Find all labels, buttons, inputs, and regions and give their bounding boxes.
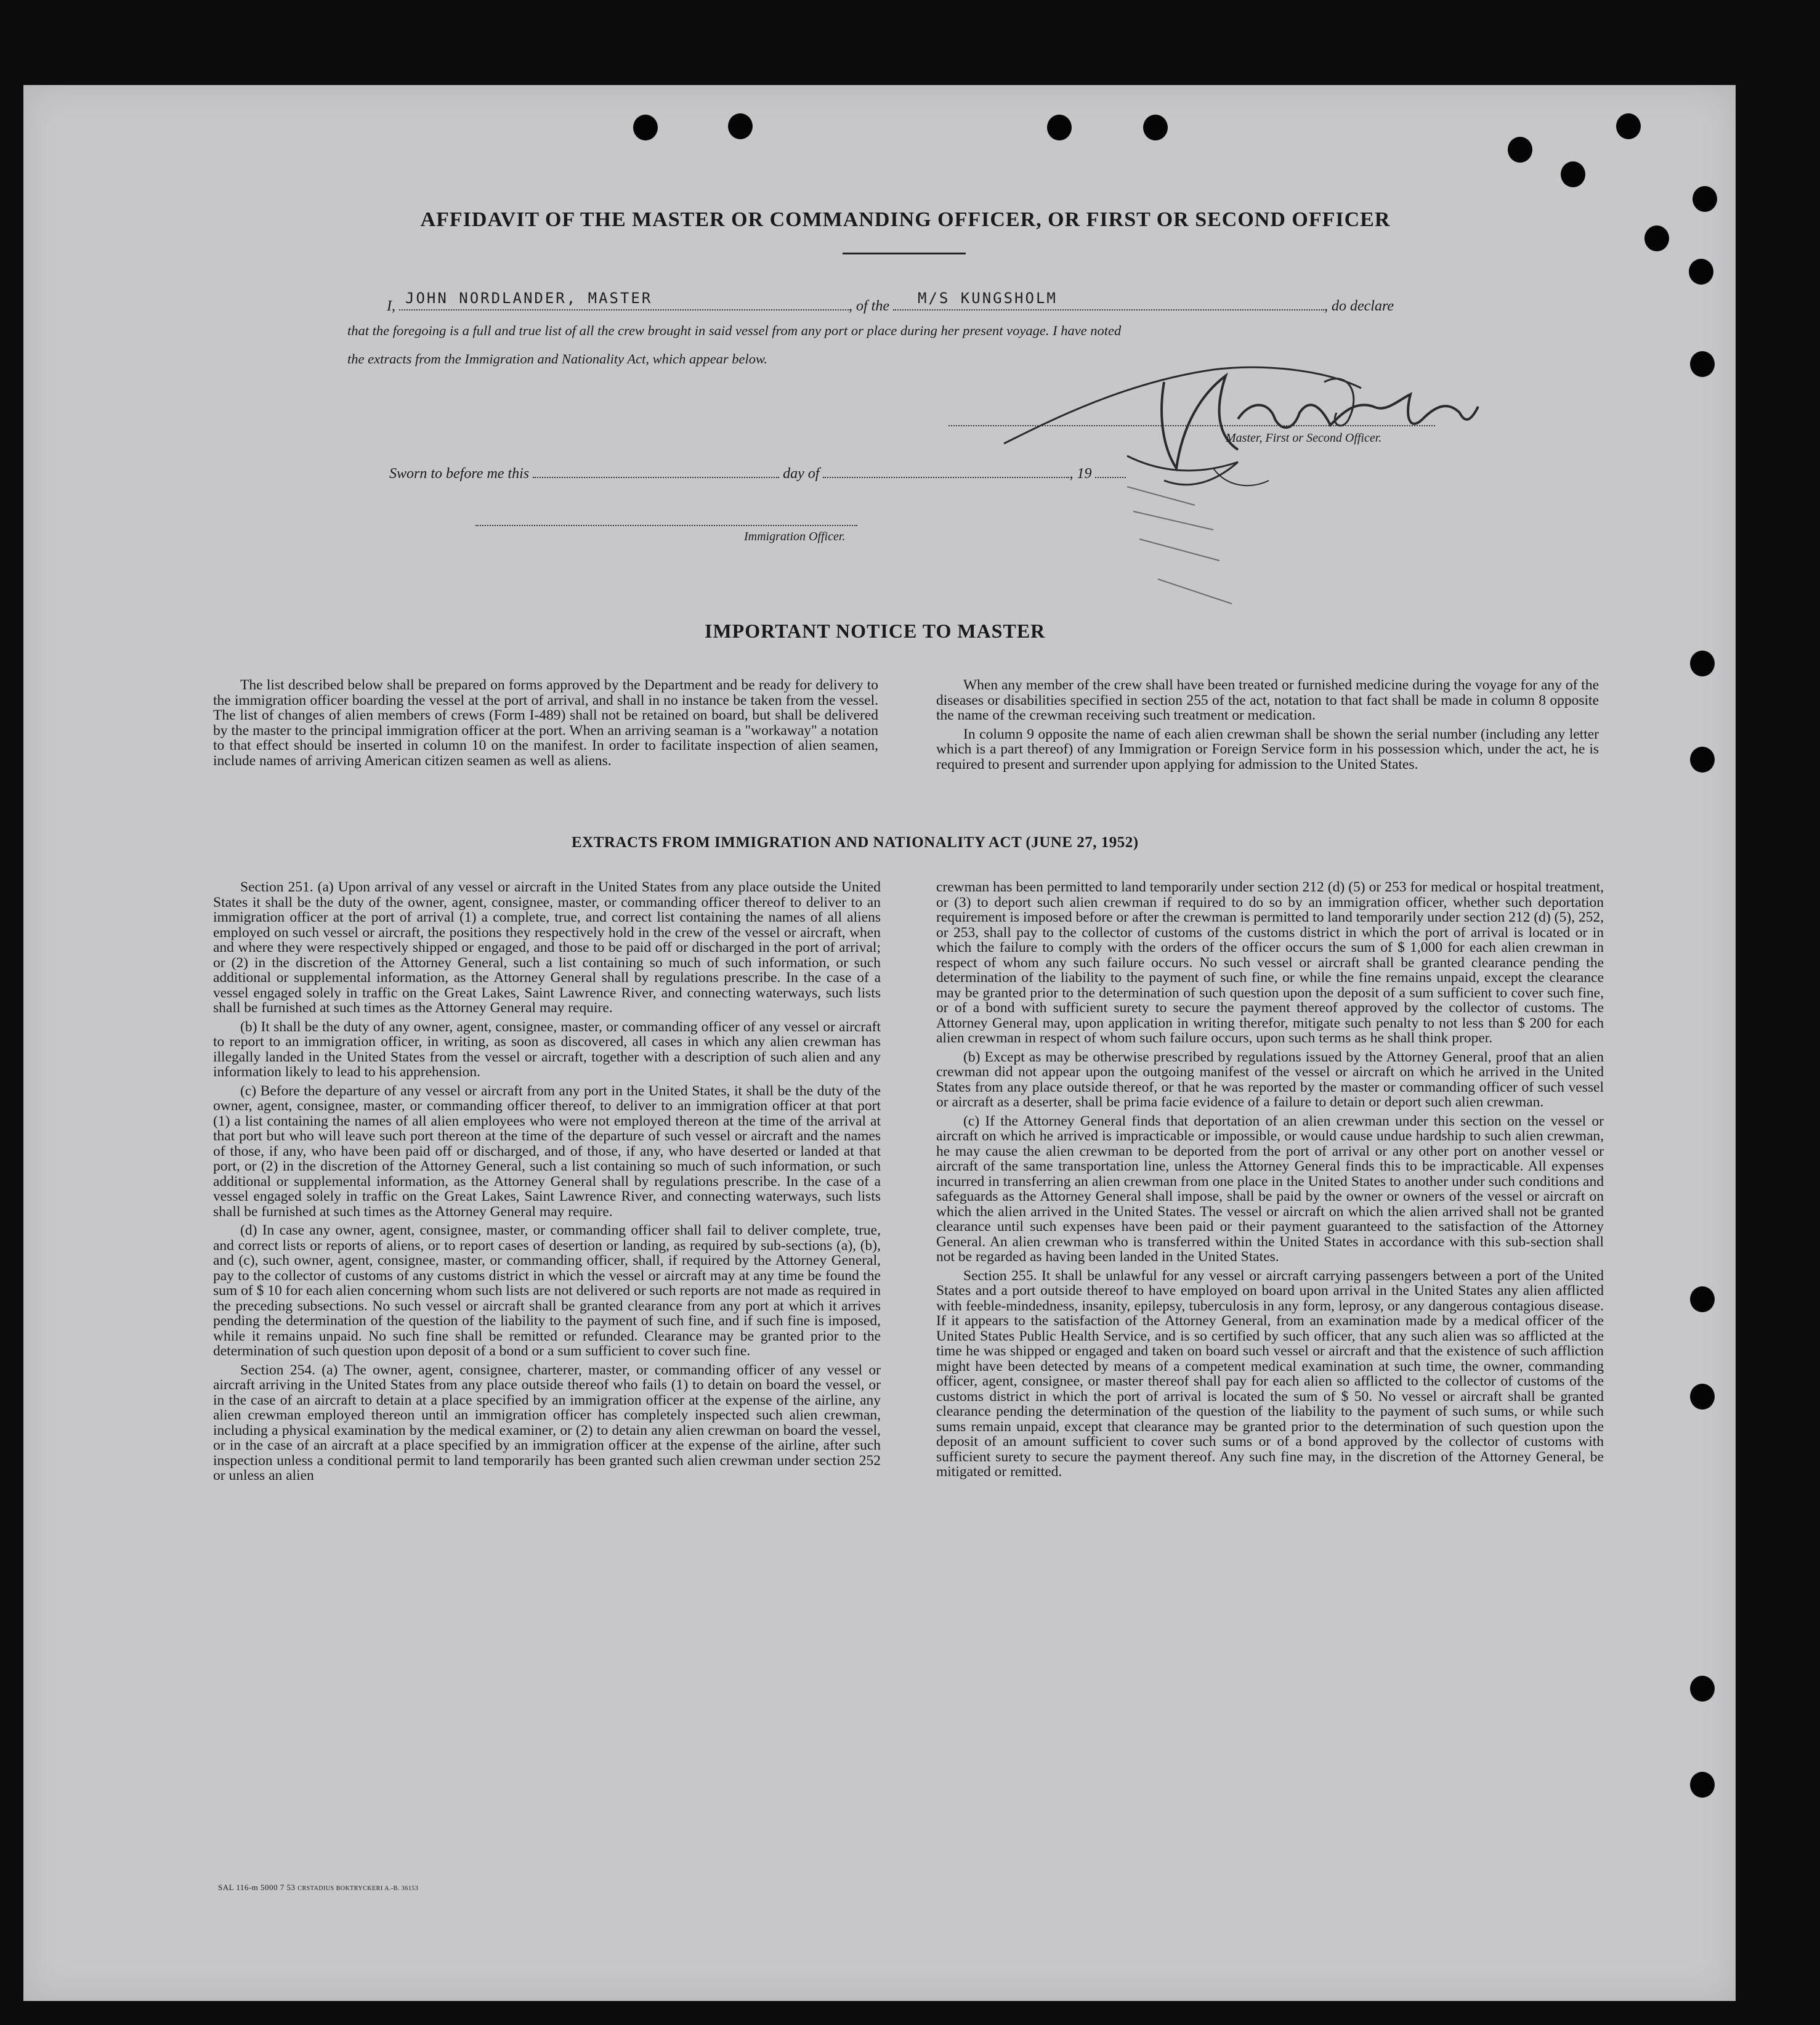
line1-prefix: I,	[387, 298, 395, 314]
day-field	[533, 477, 779, 478]
pencil-marks	[1121, 481, 1244, 616]
form-footer	[218, 1883, 418, 1893]
affidavit-line-2: that the foregoing is a full and true list of all the crew brought in said vessel from any port or place during her present voyage. I have noted	[347, 323, 1122, 338]
notice-left	[213, 678, 878, 772]
punch-hole	[1561, 161, 1585, 187]
year-prefix: , 19	[1069, 466, 1092, 482]
section-254a: Section 254. (a) The owner, agent, consignee, charterer, master, or commanding officer of any vessel or aircraft arriving in the United States from any place outside thereof who fails (1) to detain on board the vessel, or in the case of an aircraft to detain at a place specified by an immigration officer at the expense of the airline, any alien crewman employed thereon until an immigration officer has completely inspected such alien crewman, including a physical examination by the medical examiner, or (2) to detain any alien crewman on board the vessel, or in the case of an aircraft at a place specified by an immigration officer at the expense of the airline, after such inspection unless a conditional permit to land temporarily has been granted such alien crewman under section 252 or unless an alien	[213, 1361, 881, 1483]
section-251d: (d) In case any owner, agent, consignee, master, or commanding officer shall fail to deliver complete, true, and correct lists or reports of aliens, or to report cases of desertion or landing, as required by sub-sections (a), (b), and (c), such owner, agent, consignee, master, or commanding officer, shall, if required by the Attorney General, pay to the collector of customs of any customs district in which the vessel or aircraft may at any time be found the sum of $ 10 for each alien concerning whom such lists are not delivered or such reports are not made as required in the preceding subsections. No such vessel or aircraft shall be granted clearance from any port at which it arrives pending the determination of the question of the liability to the payment of such fine, and if such fine is imposed, while it remains unpaid. No such fine shall be remitted or refunded. Clearance may be granted prior to the determination of such question upon deposit of a bond or a sum sufficient to cover such fine.	[213, 1222, 881, 1359]
extracts-left-column	[213, 880, 881, 1487]
punch-hole	[1616, 113, 1641, 139]
section-251c: (c) Before the departure of any vessel or aircraft from any port in the United States, it shall be the duty of the owner, agent, consignee, master, or commanding officer thereof, to deliver to an immigration officer at that port (1) a list containing the names of all alien employees who were not employed thereon at the time of the arrival at that port but who will leave such port thereon at the time of the departure of such vessel or aircraft and the names of those, if any, who have been paid off or discharged, and of those, if any, who have deserted or landed at that port, or (2) in the discretion of the Attorney General, such a list containing so much of such information, or such additional or supplemental information, as the Attorney General shall by regulations prescribe. In the case of a vessel engaged solely in traffic on the Great Lakes, Saint Lawrence River, and connecting waterways, such lists shall be furnished at such times as the Attorney General may require.	[213, 1082, 881, 1220]
punch-hole	[1644, 225, 1669, 251]
day-of-label: day of	[783, 466, 820, 482]
signature-line	[948, 425, 1435, 426]
printer-name: CRSTADIUS BOKTRYCKERI A.-B. 36153	[297, 1885, 419, 1892]
section-254c: (c) If the Attorney General finds that deportation of an alien crewman under this section on the vessel or aircraft on which he arrived is impracticable or impossible, or would cause undue hardship to such alien crewman, he may cause the alien crewman to be deported from the port of arrival or any other port on another vessel or aircraft of the same transportation line, unless the Attorney General finds this to be impracticable. All expenses incurred in transferring an alien crewman from one place in the United States to another under such conditions and safeguards as the Attorney General shall impose, shall be paid by the owner or owners of the vessel or aircraft on which the alien arrived in the United States. The vessel or aircraft on which the alien arrived shall not be granted clearance until such expenses have been paid or their payment guaranteed to the satisfaction of the Attorney General. An alien crewman who is transferred within the United States in accordance with this sub-section shall not be regarded as having been landed in the United States.	[936, 1113, 1604, 1265]
affidavit-line-3: the extracts from the Immigration and Nationality Act, which appear below.	[347, 351, 768, 367]
affidavit-title: AFFIDAVIT OF THE MASTER OR COMMANDING OFFICER, OR FIRST OR SECOND OFFICER	[420, 208, 1391, 231]
punch-hole	[1690, 1772, 1715, 1798]
notice-right	[936, 678, 1599, 776]
sworn-line	[389, 466, 1126, 482]
notice-left-text: The list described below shall be prepared on forms approved by the Department and be ready for delivery to the immigration officer boarding the vessel at the port of arrival, and shall in no instance be taken from the vessel. The list of changes of alien members of crews (Form I-489) shall not be retained on board, but shall be delivered by the master to the principal immigration officer at the port. When an arriving seaman is a "workaway" a notation to that effect should be inserted in column 10 on the manifest. In order to facilitate inspection of alien seamen, include names of arriving American citizen seamen as well as aliens.	[213, 677, 878, 769]
extracts-right-column	[936, 880, 1604, 1483]
vessel-field	[893, 290, 1324, 310]
section-254a-cont: crewman has been permitted to land temporarily under section 212 (d) (5) or 253 for medical or hospital treatment, or (3) to deport such alien crewman if required to do so by an immigration officer, whether such deportation requirement is imposed before or after the crewman is permitted to land temporarily under section 212 (d) (5), 252, or 253, shall pay to the collector of customs of the customs district in which the port of arrival is located or in which the failure to comply with the orders of the officer occurs the sum of $ 1,000 for each alien crewman in respect of whom any such failure occurs. No such vessel or aircraft shall be granted clearance pending the determination of the liability to the payment of such fine, or while the fine remains unpaid, except the clearance may be granted prior to the determination of such question upon the deposit of a sum sufficient to cover such fine, or of a bond with sufficient surety to secure the payment thereof approved by the collector of customs. The Attorney General may, upon application in writing therefor, mitigate such penalty to not less than $ 200 for each alien crewman in respect of whom such failure occurs, upon such terms as he shall think proper.	[936, 879, 1604, 1046]
of-the-label: , of the	[849, 298, 889, 314]
year-field	[1095, 477, 1126, 478]
punch-hole	[728, 113, 753, 139]
punch-hole	[1690, 351, 1715, 377]
signature-caption: Master, First or Second Officer.	[1226, 431, 1382, 445]
title-rule	[843, 253, 966, 254]
punch-hole	[1508, 137, 1532, 163]
sworn-prefix: Sworn to before me this	[389, 466, 530, 482]
do-declare-label: , do declare	[1324, 298, 1394, 314]
notice-right-p2: In column 9 opposite the name of each alien crewman shall be shown the serial number (including any letter which is a part thereof) of any Immigration or Foreign Service form in his possession which, under the act, he is required to present and surrender upon applying for admission to the United States.	[936, 726, 1599, 773]
officer-caption: Immigration Officer.	[744, 530, 846, 543]
punch-hole	[1047, 115, 1072, 140]
punch-hole	[1690, 1676, 1715, 1702]
vessel-handwritten: M/S KUNGSHOLM	[918, 290, 1058, 307]
extracts-title: EXTRACTS FROM IMMIGRATION AND NATIONALITY ACT (JUNE 27, 1952)	[572, 834, 1139, 851]
month-field	[823, 477, 1069, 478]
name-field	[399, 290, 849, 310]
section-251b: (b) It shall be the duty of any owner, agent, consignee, master, or commanding officer of any vessel or aircraft to report to an immigration officer, in writing, as soon as discovered, all cases in which any alien crewman has illegally landed in the United States from the vessel or aircraft, together with a description of such alien and any information likely to lead to his apprehension.	[213, 1018, 881, 1080]
section-255: Section 255. It shall be unlawful for any vessel or aircraft carrying passengers between a port of the United States and a port outside thereof to have employed on board upon arrival in the United States any alien afflicted with feeble-mindedness, insanity, epilepsy, tuberculosis in any form, leprosy, or any dangerous contagious disease. If it appears to the satisfaction of the Attorney General, from an examination made by a medical officer of the United States Public Health Service, and is so certified by such officer, that any such alien was so afflicted at the time he was shipped or engaged and taken on board such vessel or aircraft and that the existence of such affliction might have been detected by means of a competent medical examination at such time, the owner, commanding officer, agent, consignee, or master thereof shall pay for each alien so afflicted to the collector of customs of the customs district in which the port of arrival is located the sum of $ 50. No vessel or aircraft shall be granted clearance pending the determination of the question of the liability to the payment of such sums, or while such sums remain unpaid, except that clearance may be granted prior to the determination of such question upon the deposit of an amount sufficient to cover such sums or of a bond approved by the collector of customs with sufficient surety to secure the payment thereof. Any such fine may, in the discretion of the Attorney General, be mitigated or remitted.	[936, 1267, 1604, 1480]
affidavit-line-1	[387, 290, 1394, 315]
notice-title: IMPORTANT NOTICE TO MASTER	[705, 620, 1046, 642]
punch-hole	[1693, 186, 1717, 212]
punch-hole	[1690, 747, 1715, 773]
punch-hole	[1689, 259, 1713, 285]
punch-hole	[1690, 1286, 1715, 1312]
section-251a: Section 251. (a) Upon arrival of any vessel or aircraft in the United States from any place outside the United States it shall be the duty of the owner, agent, consignee, master, or commanding officer thereof to deliver to an immigration officer at the port of arrival (1) a complete, true, and correct list containing the names of all aliens employed on such vessel or aircraft, the positions they respectively hold in the crew of the vessel or aircraft, when and where they were respectively shipped or engaged, and those to be paid off or discharged in the port of arrival; or (2) in the discretion of the Attorney General, such a list containing so much of such information, or such additional or supplemental information, as the Attorney General shall by regulations prescribe. In the case of a vessel engaged solely in traffic on the Great Lakes, Saint Lawrence River, and connecting waterways, such lists shall be furnished at such times as the Attorney General may require.	[213, 879, 881, 1016]
punch-hole	[1690, 1384, 1715, 1410]
form-id: SAL 116-m 5000 7 53	[218, 1883, 296, 1892]
officer-line	[475, 525, 857, 526]
punch-hole	[1143, 115, 1168, 140]
notice-right-p1: When any member of the crew shall have been treated or furnished medicine during the voyage for any of the diseases or disabilities specified in section 255 of the act, notation to that fact shall be made in column 8 opposite the name of the crewman receiving such treatment or medication.	[936, 677, 1599, 723]
punch-hole	[1690, 651, 1715, 676]
section-254b: (b) Except as may be otherwise prescribed by regulations issued by the Attorney General, proof that an alien crewman did not appear upon the outgoing manifest of the vessel or aircraft on which he arrived in the United States from any place outside thereof, or that he was reported by the master or commanding officer of such vessel or aircraft as a deserter, shall be prima facie evidence of a failure to detain or deport such alien crewman.	[936, 1049, 1604, 1110]
name-handwritten: JOHN NORDLANDER, MASTER	[405, 290, 653, 307]
punch-hole	[633, 115, 658, 140]
